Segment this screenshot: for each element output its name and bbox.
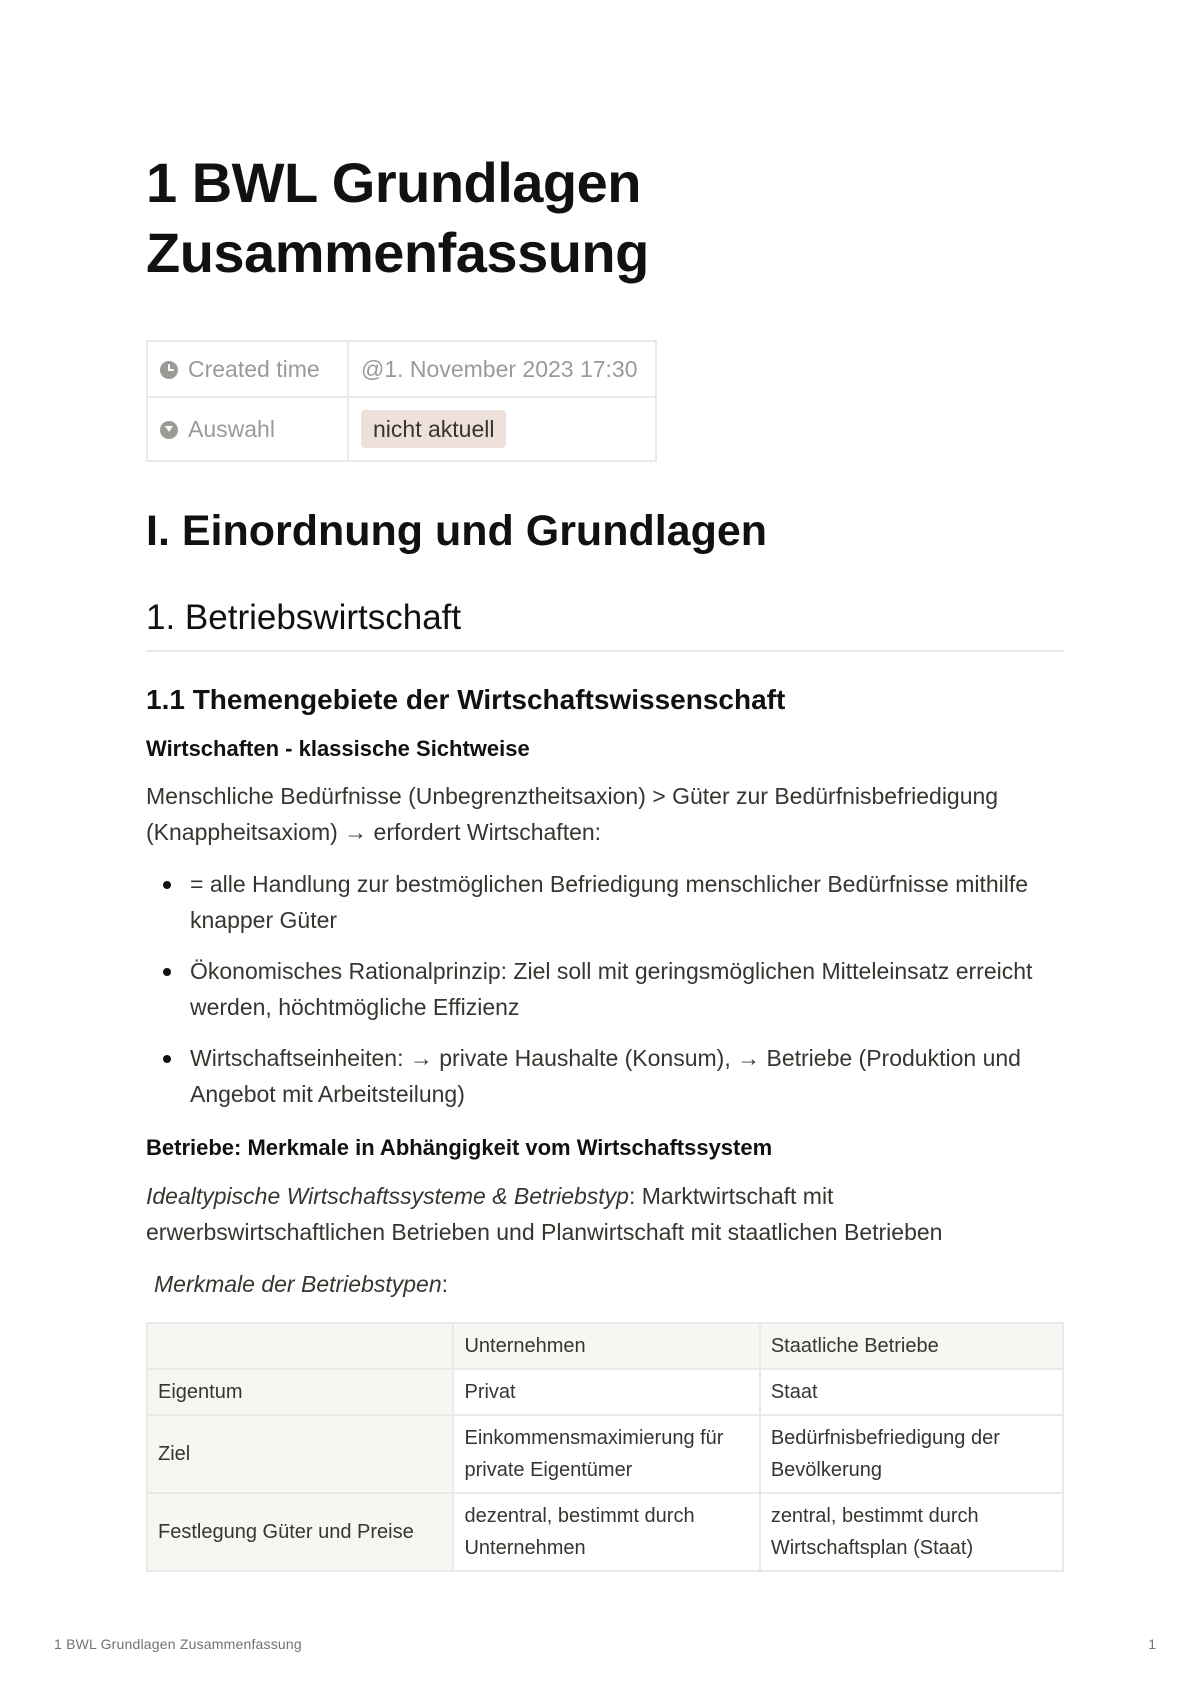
property-value-cell[interactable] bbox=[348, 397, 656, 461]
status-tag[interactable]: nicht aktuell bbox=[361, 410, 506, 448]
table-cell: Privat bbox=[453, 1369, 759, 1415]
heading-wirtschaften: Wirtschaften - klassische Sichtweise bbox=[146, 736, 530, 761]
table-header-cell bbox=[147, 1323, 453, 1369]
heading-betriebe-merkmale: Betriebe: Merkmale in Abhängigkeit vom Wirtschaftssystem bbox=[146, 1135, 773, 1160]
property-key-auswahl: Auswahl bbox=[188, 415, 275, 442]
paragraph-wirtschaften: Menschliche Bedürfnisse (Unbegrenztheitsaxion) > Güter zur Bedürfnisbefriedigung (Knappheitsaxiom) → erfordert Wirtschaften: bbox=[146, 783, 999, 845]
paragraph-text: : Marktwirtschaft mit erwerbswirtschaftlichen Betrieben und Planwirtschaft mit staatlichen Betrieben bbox=[146, 1183, 943, 1245]
created-time-value: @1. November 2023 17:30 bbox=[361, 355, 638, 382]
table-row bbox=[147, 1369, 1063, 1415]
heading-betriebswirtschaft: 1. Betriebswirtschaft bbox=[146, 598, 462, 637]
table-header-row bbox=[147, 1323, 1063, 1369]
property-key-cell bbox=[147, 397, 348, 461]
table-cell: Bedürfnisbefriedigung der Bevölkerung bbox=[760, 1415, 1063, 1493]
property-key-created-time: Created time bbox=[188, 355, 320, 382]
table-cell: Staat bbox=[760, 1369, 1063, 1415]
table-row-header-cell: Ziel bbox=[147, 1415, 453, 1493]
property-row-created-time bbox=[147, 341, 656, 397]
clock-icon bbox=[160, 361, 178, 379]
paragraph-text: : bbox=[441, 1271, 449, 1297]
select-icon bbox=[160, 421, 178, 439]
paragraph-merkmale-betriebstypen bbox=[154, 1266, 1072, 1302]
bullet-list bbox=[146, 866, 1064, 1127]
table-cell: Einkommensmaximierung für private Eigentümer bbox=[453, 1415, 759, 1493]
heading-einordnung: I. Einordnung und Grundlagen bbox=[146, 507, 768, 555]
table-row-header-cell: Festlegung Güter und Preise bbox=[147, 1493, 453, 1571]
page-title-line-1: 1 BWL Grundlagen bbox=[146, 151, 641, 214]
footer-document-title: 1 BWL Grundlagen Zusammenfassung bbox=[54, 1636, 302, 1652]
footer-page-number: 1 bbox=[1148, 1636, 1156, 1652]
table-cell: dezentral, bestimmt durch Unternehmen bbox=[453, 1493, 759, 1571]
italic-term: Idealtypische Wirtschaftssysteme & Betriebstyp bbox=[146, 1183, 629, 1209]
italic-term: Merkmale der Betriebstypen bbox=[154, 1271, 442, 1297]
table-header-cell: Staatliche Betriebe bbox=[760, 1323, 1063, 1369]
list-item: Ökonomisches Rationalprinzip: Ziel soll mit geringsmöglichen Mitteleinsatz erreicht werden, höchtmögliche Effizienz bbox=[146, 953, 1064, 1025]
page-title-line-2: Zusammenfassung bbox=[146, 221, 649, 284]
heading-divider bbox=[146, 650, 1064, 652]
properties-table bbox=[146, 340, 657, 462]
property-key-cell bbox=[147, 341, 348, 397]
property-value-cell[interactable] bbox=[348, 341, 656, 397]
table-row-header-cell: Eigentum bbox=[147, 1369, 453, 1415]
property-row-auswahl bbox=[147, 397, 656, 461]
list-item: = alle Handlung zur bestmöglichen Befriedigung menschlicher Bedürfnisse mithilfe knapper Güter bbox=[146, 866, 1064, 938]
list-item: Wirtschaftseinheiten: → private Haushalte (Konsum), → Betriebe (Produktion und Angebot mit Arbeitsteilung) bbox=[146, 1040, 1064, 1112]
table-row bbox=[147, 1493, 1063, 1571]
paragraph-idealtypisch bbox=[146, 1178, 1064, 1250]
heading-themengebiete: 1.1 Themengebiete der Wirtschaftswissenschaft bbox=[146, 684, 786, 715]
table-cell: zentral, bestimmt durch Wirtschaftsplan (Staat) bbox=[760, 1493, 1063, 1571]
betriebstypen-table bbox=[146, 1322, 1064, 1572]
page-title bbox=[146, 148, 649, 288]
table-header-cell: Unternehmen bbox=[453, 1323, 759, 1369]
table-row bbox=[147, 1415, 1063, 1493]
